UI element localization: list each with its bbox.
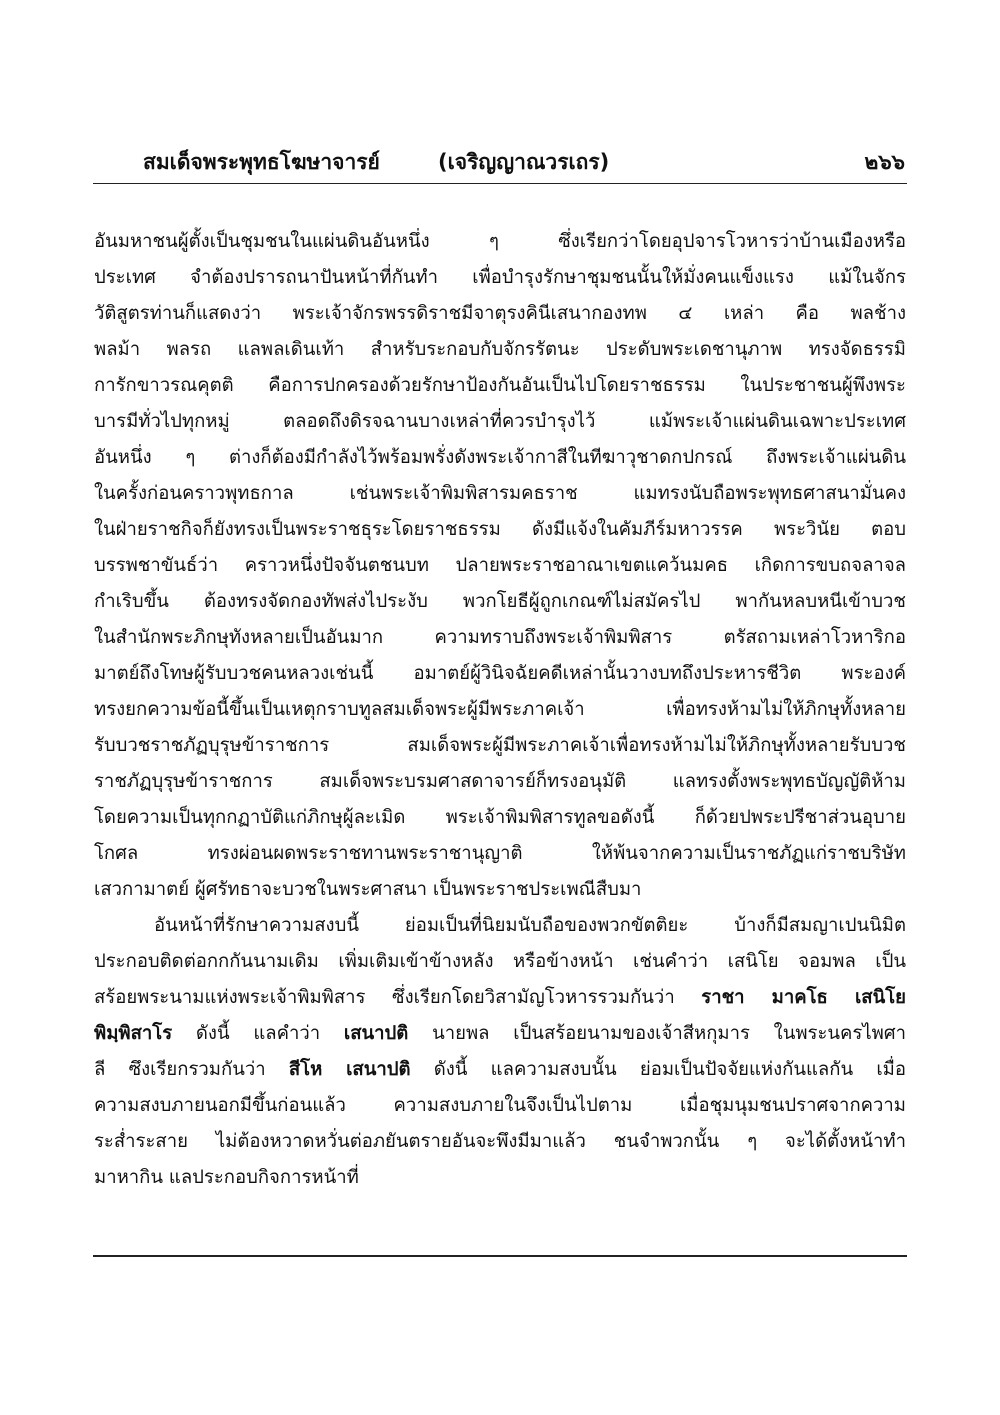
text-line: บารมีทั่วไปทุกหมู่ ตลอดถึงดิรจฉานบางเหล่าที่ควรบำรุงไว้ แม้พระเจ้าแผ่นดินเฉพาะประเทศ bbox=[94, 411, 906, 432]
page-header bbox=[93, 138, 907, 182]
bold-term: สีโห เสนาปติ bbox=[288, 1059, 411, 1080]
text-line bbox=[94, 1016, 906, 1052]
paragraph-1 bbox=[94, 224, 906, 908]
bold-term: พิมฺพิสาโร bbox=[94, 1023, 173, 1044]
text-line: พลม้า พลรถ แลพลเดินเท้า สำหรับระกอบกับจักรรัตนะ ประดับพระเดชานุภาพ ทรงจัดธรรมิ bbox=[94, 339, 906, 360]
text-line bbox=[94, 1052, 906, 1088]
body-text bbox=[94, 224, 906, 1196]
text-line: อันหนึ่ง ๆ ต่างก็ต้องมีกำลังไว้พร้อมพรั่งดังพระเจ้ากาสีในทีฆาวุชาดกปกรณ์ ถึงพระเจ้าแผ่นดิน bbox=[94, 447, 906, 468]
text-line: โกศล ทรงผ่อนผดพระราชทานพระราชานุญาติ ให้พ้นจากความเป็นราชภัฏแก่ราชบริษัท bbox=[94, 843, 906, 864]
text-line: ราชภัฏบุรุษข้าราชการ สมเด็จพระบรมศาสดาจารย์ก็ทรงอนุมัติ แลทรงตั้งพระพุทธบัญญัติห้าม bbox=[94, 771, 906, 792]
text-line: โดยความเป็นทุกกฏาบัติแก่ภิกษุผู้ละเมิด พระเจ้าพิมพิสารทูลขอดังนี้ ก็ด้วยปพระปรีชาส่วนอุบาย bbox=[94, 807, 906, 828]
text-line: มาตย์ถึงโทษผู้รับบวชคนหลวงเช่นนี้ อมาตย์ผู้วินิจฉัยคดีเหล่านั้นวางบทถึงประหารชีวิต พระองค์ bbox=[94, 663, 906, 684]
bold-term: เสนาปติ bbox=[343, 1023, 409, 1044]
text-run: ดังนี้ แลความสงบนั้น ย่อมเป็นปัจจัยแห่งกันแลกัน เมื่อ bbox=[410, 1059, 906, 1080]
text-line: บรรพชาขันธ์ว่า คราวหนึ่งปัจจันตชนบท ปลายพระราชอาณาเขตแคว้นมคธ เกิดการขบถจลาจล bbox=[94, 555, 906, 576]
text-line bbox=[94, 980, 906, 1016]
bold-term: ราชา มาคโธ เสนิโย bbox=[701, 987, 906, 1008]
text-line: ระส่ำระสาย ไม่ต้องหวาดหวั่นต่อภยันตรายอันจะพึงมีมาแล้ว ชนจำพวกนั้น ๆ จะได้ตั้งหน้าทำ bbox=[94, 1131, 906, 1152]
text-run: สร้อยพระนามแห่งพระเจ้าพิมพิสาร ซึ่งเรียกโดยวิสามัญโวหารรวมกันว่า bbox=[94, 987, 702, 1008]
text-line: อันมหาชนผู้ตั้งเป็นชุมชนในแผ่นดินอันหนึ่ง ๆ ซึ่งเรียกว่าโดยอุปจารโวหารว่าบ้านเมืองหรือ bbox=[94, 231, 906, 252]
text-line: วัติสูตรท่านก็แสดงว่า พระเจ้าจักรพรรดิราชมีจาตุรงคินีเสนากองทพ ๔ เหล่า คือ พลช้าง bbox=[94, 303, 906, 324]
text-line: รับบวชราชภัฏบุรุษข้าราชการ สมเด็จพระผู้มีพระภาคเจ้าเพื่อทรงห้ามไม่ให้ภิกษุทั้งหลายรับบวช bbox=[94, 735, 906, 756]
text-run: ลี ซึงเรียกรวมกันว่า bbox=[94, 1059, 289, 1080]
text-line: ประกอบติดต่อกกกันนามเดิม เพิ่มเติมเข้าข้างหลัง หรือข้างหน้า เช่นคำว่า เสนิโย จอมพล เป็น bbox=[94, 951, 906, 972]
text-line: การักขาวรณคุตติ คือการปกครองด้วยรักษาป้องกันอันเป็นไปโดยราชธรรม ในประชาชนผู้พึงพระ bbox=[94, 375, 906, 396]
paragraph-2 bbox=[94, 908, 906, 1196]
header-rule bbox=[93, 183, 907, 184]
text-line: ทรงยกความข้อนี้ขึ้นเป็นเหตุกราบทูลสมเด็จพระผู้มีพระภาคเจ้า เพื่อทรงห้ามไม่ให้ภิกษุทั้งหลาย bbox=[94, 699, 906, 720]
text-line: เสวกามาตย์ ผู้ศรัทธาจะบวชในพระศาสนา เป็นพระราชประเพณีสืบมา bbox=[94, 879, 642, 900]
text-line: อันหน้าที่รักษาความสงบนี้ ย่อมเป็นที่นิยมนับถือของพวกขัตติยะ บ้างก็มีสมญาเปนนิมิต bbox=[154, 915, 906, 936]
page-number: ๒๖๖ bbox=[864, 150, 905, 174]
footer-rule bbox=[93, 1255, 907, 1257]
header-author: สมเด็จพระพุทธโฆษาจารย์ bbox=[143, 150, 380, 174]
text-line: ในครั้งก่อนคราวพุทธกาล เช่นพระเจ้าพิมพิสารมคธราช แมทรงนับถือพระพุทธศาสนามั่นคง bbox=[94, 483, 906, 504]
text-line: ความสงบภายนอกมีขึ้นก่อนแล้ว ความสงบภายในจึงเป็นไปตาม เมื่อชุมนุมชนปราศจากความ bbox=[94, 1095, 906, 1116]
text-line: กำเริบขึ้น ต้องทรงจัดกองทัพส่งไประงับ พวกโยธีผู้ถูกเกณฑ์ไม่สมัครไป พากันหลบหนีเข้าบวช bbox=[94, 591, 906, 612]
header-honorific: (เจริญญาณวรเถร) bbox=[438, 150, 610, 174]
text-line: ประเทศ จำต้องปรารถนาปันหน้าที่กันทำ เพื่อบำรุงรักษาชุมชนนั้นให้มั่งคนแข็งแรง แม้ในจักร bbox=[94, 267, 906, 288]
text-line: ในฝ่ายราชกิจก็ยังทรงเป็นพระราชธุระโดยราชธรรม ดังมีแจ้งในคัมภีร์มหาวรรค พระวินัย ตอบ bbox=[94, 519, 906, 540]
text-line: มาหากิน แลประกอบกิจการหน้าที่ bbox=[94, 1167, 359, 1188]
text-run: ดังนี้ แลคำว่า bbox=[172, 1023, 344, 1044]
text-run: นายพล เป็นสร้อยนามของเจ้าสีหกุมาร ในพระนครไพศา bbox=[408, 1023, 906, 1044]
text-line: ในสำนักพระภิกษุทังหลายเป็นอันมาก ความทราบถึงพระเจ้าพิมพิสาร ตรัสถามเหล่าโวหาริกอ bbox=[94, 627, 906, 648]
